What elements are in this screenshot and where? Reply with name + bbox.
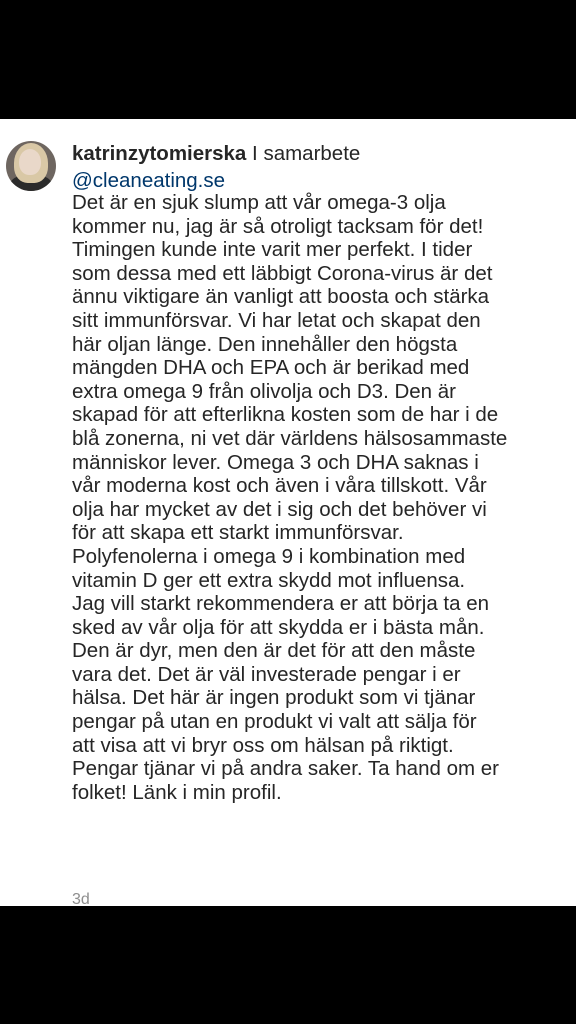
caption-line: Polyfenolerna i omega 9 i kombination med: [72, 544, 466, 568]
caption-line: som dessa med ett läbbigt Corona-virus är det: [72, 261, 493, 285]
caption-line: vara det. Det är väl investerade pengar i er: [72, 662, 461, 686]
caption-line: olja har mycket av det i sig och det behöver vi: [72, 497, 487, 521]
caption-line: folket! Länk i min profil.: [72, 780, 282, 804]
caption-line: kommer nu, jag är så otroligt tacksam för det!: [72, 214, 484, 238]
instagram-comment-card: [0, 119, 576, 906]
caption-line: Den är dyr, men den är det för att den måste: [72, 639, 476, 663]
caption-line: människor lever. Omega 3 och DHA saknas i: [72, 450, 479, 474]
caption-line: att visa att vi bryr oss om hälsan på riktigt.: [72, 733, 454, 757]
caption-line: mängden DHA och EPA och är berikad med: [72, 356, 470, 380]
partner-mention-link[interactable]: @cleaneating.se: [72, 169, 226, 192]
caption-text: [72, 191, 568, 804]
caption-line: skapad för att efterlikna kosten som de har i de: [72, 403, 499, 427]
caption-line: för att skapa ett starkt immunförsvar.: [72, 521, 404, 545]
caption-line: Jag vill starkt rekommendera er att börja ta en: [72, 592, 490, 616]
partnership-label: I samarbete: [252, 142, 361, 165]
caption-line: vår moderna kost och även i våra tillskott. Vår: [72, 474, 487, 498]
caption-line: här oljan länge. Den innehåller den högsta: [72, 332, 458, 356]
username-link[interactable]: katrinzytomierska: [72, 142, 247, 165]
post-header: [72, 140, 566, 194]
caption-line: Pengar tjänar vi på andra saker. Ta hand om er: [72, 757, 499, 781]
caption-line: extra omega 9 från olivolja och D3. Den är: [72, 379, 457, 403]
caption-line: blå zonerna, ni vet där världens hälsosammaste: [72, 426, 508, 450]
avatar-face-shape: [19, 149, 41, 175]
caption-line: vitamin D ger ett extra skydd mot influensa.: [72, 568, 466, 592]
caption-line: Det är en sjuk slump att vår omega-3 olja: [72, 191, 446, 214]
caption-line: sitt immunförsvar. Vi har letat och skapat den: [72, 308, 481, 332]
avatar[interactable]: [6, 141, 56, 191]
caption-line: sked av vår olja för att skydda er i bästa mån.: [72, 615, 485, 639]
caption-line: ännu viktigare än vanligt att boosta och stärka: [72, 285, 490, 309]
caption-line: Timingen kunde inte varit mer perfekt. I tider: [72, 238, 473, 262]
caption-line: hälsa. Det här är ingen produkt som vi tjänar: [72, 686, 476, 710]
caption-line: pengar på utan en produkt vi valt att sälja för: [72, 710, 477, 734]
timestamp: 3d: [72, 891, 90, 906]
